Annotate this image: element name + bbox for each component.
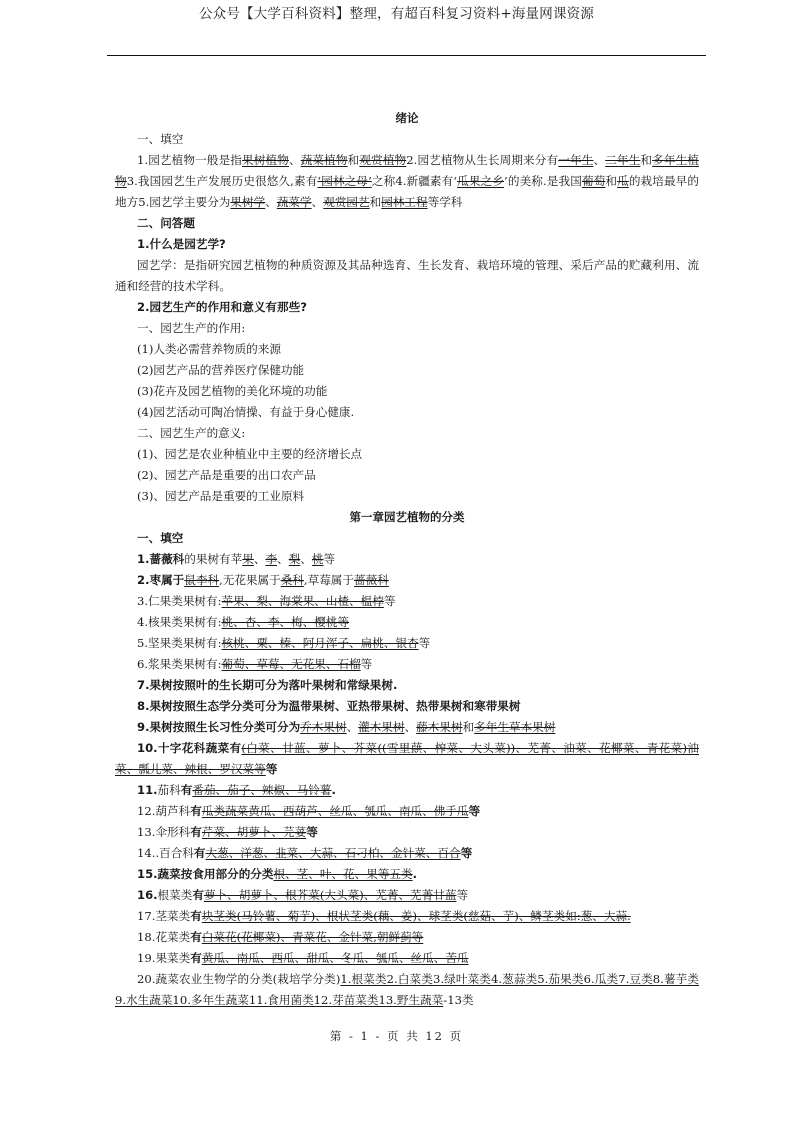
fill-item-14 bbox=[115, 843, 699, 864]
text-segment: ’的美称.是我国 bbox=[504, 174, 582, 188]
meaning-item: (3)、园艺产品是重要的工业原料 bbox=[137, 489, 305, 503]
text-segment: 16. bbox=[137, 888, 158, 902]
answer-text: 梨 bbox=[288, 552, 301, 566]
answer-text: ‘园林之母’ bbox=[317, 174, 372, 188]
answer-text: 根、茎、叶、花、果等五类 bbox=[273, 867, 413, 881]
answer-text: (白菜、甘蓝、萝卜、芥菜((雪里蕻、榨菜、大头菜))、芜菁、油菜、花椰菜、青花菜)油菜、瓢儿菜、辣根、罗汉菜等 bbox=[115, 741, 699, 776]
fill-item-7 bbox=[115, 675, 699, 696]
answer-text: 块茎类(马铃薯、菊芋)、根状茎类(藕、姜)、球茎类(慈菇、芋)、鳞茎类如:葱、大蒜. bbox=[201, 909, 631, 923]
answer-text: 蔬菜植物 bbox=[300, 153, 348, 167]
text-segment: 有 bbox=[190, 930, 202, 944]
fill-item-20 bbox=[115, 969, 699, 1011]
meaning-title: 二、园艺生产的意义: bbox=[137, 426, 246, 440]
answer-text: 观赏植物 bbox=[359, 153, 407, 167]
fill-item-6 bbox=[115, 654, 699, 675]
text-segment: 、 bbox=[253, 552, 266, 566]
answer-text: 李 bbox=[265, 552, 278, 566]
answer-text: 苹果、梨、海棠果、山楂、榅桲 bbox=[221, 594, 384, 608]
text-segment: 2.园艺植物从生长周期来分有 bbox=[406, 153, 559, 167]
answer-text: 瓜类蔬菜黄瓜、西葫芦、丝瓜、瓠瓜、南瓜、佛手瓜 bbox=[201, 804, 469, 818]
text-segment: 17.茎菜类 bbox=[137, 909, 191, 923]
text-segment: 11. bbox=[137, 783, 158, 797]
answer-text: 黄瓜、南瓜、西瓜、甜瓜、冬瓜、瓠瓜、丝瓜、苦瓜 bbox=[201, 951, 469, 965]
text-segment: 10.十字花科蔬菜有 bbox=[137, 741, 242, 755]
text-segment: 茄科 bbox=[157, 783, 181, 797]
text-segment: 等 bbox=[265, 762, 278, 776]
answer-text: 桑科 bbox=[280, 573, 304, 587]
text-segment: 等 bbox=[460, 846, 473, 860]
chapter1-items bbox=[115, 549, 699, 1011]
role-item: (3)花卉及园艺植物的美化环境的功能 bbox=[137, 384, 328, 398]
text-segment: 等 bbox=[323, 552, 336, 566]
answer-text: 灌木果树 bbox=[358, 720, 405, 734]
text-segment: 3.我国园艺生产发展历史很悠久,素有 bbox=[126, 174, 318, 188]
fill-item-19 bbox=[115, 948, 699, 969]
role-item: (1)人类必需营养物质的来源 bbox=[137, 342, 281, 356]
meanings-list bbox=[115, 444, 699, 507]
text-segment: 9.果树按照生长习性分类可分为 bbox=[137, 720, 301, 734]
text-segment: 、 bbox=[288, 153, 301, 167]
fill-item-11 bbox=[115, 780, 699, 801]
text-segment: 、 bbox=[346, 720, 359, 734]
answer-text: 果树植物 bbox=[242, 153, 289, 167]
meaning-item: (2)、园艺产品是重要的出口农产品 bbox=[137, 468, 316, 482]
fill-item-15 bbox=[115, 864, 699, 885]
answer-text: 果 bbox=[242, 552, 254, 566]
text-segment: 有 bbox=[193, 846, 206, 860]
fill-item-12 bbox=[115, 801, 699, 822]
answer-text: 白菜花(花椰菜)、青菜花、金针菜,朝鲜蓟等 bbox=[201, 930, 424, 944]
text-segment: . bbox=[412, 867, 418, 881]
answer-text: 大葱、洋葱、韭菜、大蒜、石刁柏、金针菜、百合 bbox=[205, 846, 461, 860]
meaning-item: (1)、园艺是农业种植业中主要的经济增长点 bbox=[137, 447, 363, 461]
chapter1-section-fill: 一、填空 bbox=[137, 531, 184, 545]
text-segment: 根菜类 bbox=[157, 888, 193, 902]
text-segment: 和 bbox=[605, 174, 618, 188]
text-segment: 有 bbox=[190, 951, 202, 965]
text-segment: 有 bbox=[190, 825, 202, 839]
fill-item-18 bbox=[115, 927, 699, 948]
text-segment: 13.伞形科 bbox=[137, 825, 191, 839]
text-segment: 12.葫芦科 bbox=[137, 804, 191, 818]
answer-text: 1.根菜类2.白菜类3.绿叶菜类4.葱蒜类5.茄果类6.瓜类7.豆类8.薯芋类9.水生蔬菜10.多年生蔬菜11.食用菌类12.芽苗菜类13.野生蔬菜 bbox=[115, 972, 699, 1007]
answer-text: 芹菜、胡萝卜、芫荽 bbox=[201, 825, 307, 839]
text-segment: 3.仁果类果树有: bbox=[137, 594, 222, 608]
fill-item-8 bbox=[115, 696, 699, 717]
intro-section-fill: 一、填空 bbox=[137, 132, 184, 146]
chapter1-title: 第一章园艺植物的分类 bbox=[349, 510, 465, 524]
text-segment: 2.枣属于 bbox=[137, 573, 185, 587]
intro-fill-paragraph bbox=[115, 150, 699, 213]
intro-section-qa: 二、问答题 bbox=[137, 216, 195, 230]
fill-item-17 bbox=[115, 906, 699, 927]
answer-text: 桃 bbox=[311, 552, 324, 566]
answer-text: 萝卜、胡萝卜、根芥菜(大头菜)、芜菁、芜菁甘蓝 bbox=[203, 888, 457, 902]
answer-1: 园艺学：是指研究园艺植物的种质资源及其品种选育、生长发育、栽培环境的管理、采后产品的贮藏利用、流通和经营的技术学科。 bbox=[115, 258, 699, 293]
text-segment: 等 bbox=[306, 825, 318, 839]
text-segment: ,无花果属于 bbox=[219, 573, 281, 587]
answer-text: 园林工程 bbox=[381, 195, 428, 209]
answer-text: 多年生草本果树 bbox=[474, 720, 556, 734]
text-segment: 6.浆果类果树有: bbox=[137, 657, 222, 671]
role-item: (4)园艺活动可陶冶情操、有益于身心健康. bbox=[137, 405, 355, 419]
text-segment: 的果树有苹 bbox=[184, 552, 243, 566]
intro-title: 绪论 bbox=[395, 111, 419, 125]
text-segment: 、 bbox=[300, 552, 312, 566]
answer-text: 果树学 bbox=[230, 195, 266, 209]
answer-text: 鼠李科 bbox=[184, 573, 220, 587]
answer-text: 乔木果树 bbox=[300, 720, 347, 734]
text-segment: . bbox=[331, 783, 336, 797]
answer-text: 多年生植物 bbox=[115, 153, 699, 188]
answer-text: 一年生 bbox=[558, 153, 594, 167]
answer-text: 番茄、茄子、辣椒、马铃薯 bbox=[192, 783, 332, 797]
answer-text: 葡萄 bbox=[581, 174, 606, 188]
text-segment: 等 bbox=[468, 804, 481, 818]
fill-item-4 bbox=[115, 612, 699, 633]
text-segment: 有 bbox=[190, 909, 202, 923]
question-2: 2.园艺生产的作用和意义有那些? bbox=[137, 300, 307, 314]
text-segment: 等学科 bbox=[427, 195, 463, 209]
answer-text: 瓜果之乡 bbox=[457, 174, 505, 188]
text-segment: 有 bbox=[192, 888, 204, 902]
text-segment: 18.花菜类 bbox=[137, 930, 191, 944]
text-segment: 1.蔷薇科 bbox=[137, 552, 185, 566]
text-segment: 和 bbox=[347, 153, 360, 167]
fill-item-5 bbox=[115, 633, 699, 654]
text-segment: 、 bbox=[593, 153, 606, 167]
text-segment: -13类 bbox=[443, 993, 474, 1007]
fill-item-9 bbox=[115, 717, 699, 738]
text-segment: 等 bbox=[383, 594, 396, 608]
text-segment: 4.核果类果树有: bbox=[137, 615, 222, 629]
text-segment: 有 bbox=[190, 804, 202, 818]
answer-text: 桃、杏、李、梅、樱桃等 bbox=[221, 615, 350, 629]
text-segment: 8.果树按照生态学分类可分为温带果树、亚热带果树、热带果树和寒带果树 bbox=[137, 699, 521, 713]
fill-item-16 bbox=[115, 885, 699, 906]
text-segment: 有 bbox=[180, 783, 193, 797]
fill-item-2 bbox=[115, 570, 699, 591]
text-segment: 和 bbox=[369, 195, 382, 209]
text-segment: 15.蔬菜按食用部分的分类 bbox=[137, 867, 274, 881]
text-segment: 7.果树按照叶的生长期可分为落叶果树和常绿果树. bbox=[137, 678, 398, 692]
text-segment: 、 bbox=[311, 195, 324, 209]
answer-text: 观赏园艺 bbox=[323, 195, 370, 209]
text-segment: 、 bbox=[265, 195, 277, 209]
answer-text: 瓜 bbox=[617, 174, 629, 188]
answer-text: 二年生 bbox=[605, 153, 641, 167]
text-segment: 等 bbox=[456, 888, 469, 902]
text-segment: 、 bbox=[404, 720, 417, 734]
text-segment: 1.园艺植物一般是指 bbox=[137, 153, 243, 167]
text-segment: 和 bbox=[462, 720, 475, 734]
fill-item-10 bbox=[115, 738, 699, 780]
text-segment: 19.果菜类 bbox=[137, 951, 191, 965]
text-segment: 等 bbox=[360, 657, 373, 671]
fill-item-3 bbox=[115, 591, 699, 612]
text-segment: ,草莓属于 bbox=[303, 573, 354, 587]
answer-text: 蔬菜学 bbox=[276, 195, 312, 209]
roles-list bbox=[115, 339, 699, 423]
document-body bbox=[115, 108, 699, 1011]
text-segment: 等 bbox=[418, 636, 431, 650]
answer-text: 核桃、栗、榛、阿月浑子、扁桃、银杏 bbox=[221, 636, 419, 650]
text-segment: 之称4.新疆素有‘ bbox=[371, 174, 458, 188]
text-segment: 和 bbox=[640, 153, 653, 167]
role-item: (2)园艺产品的营养医疗保健功能 bbox=[137, 363, 305, 377]
text-segment: 5.坚果类果树有: bbox=[137, 636, 222, 650]
question-1: 1.什么是园艺学? bbox=[137, 237, 226, 251]
page-footer: 第 - 1 - 页 共 12 页 bbox=[329, 1029, 464, 1043]
fill-item-13 bbox=[115, 822, 699, 843]
answer-text: 蔷薇科 bbox=[353, 573, 389, 587]
fill-item-1 bbox=[115, 549, 699, 570]
text-segment: 20.蔬菜农业生物学的分类(栽培学分类) bbox=[137, 972, 341, 986]
roles-title: 一、园艺生产的作用: bbox=[137, 321, 246, 335]
text-segment: 14..百合科 bbox=[137, 846, 194, 860]
text-segment: 的栽培最早的地方5.园艺学主要分为 bbox=[115, 174, 699, 209]
answer-text: 藤木果树 bbox=[416, 720, 463, 734]
header-banner: 公众号【大学百科资料】整理，有超百科复习资料+海量网课资源 bbox=[198, 6, 595, 22]
answer-text: 葡萄、草莓、无花果、石榴 bbox=[221, 657, 361, 671]
text-segment: 、 bbox=[277, 552, 289, 566]
header-rule bbox=[107, 55, 706, 56]
